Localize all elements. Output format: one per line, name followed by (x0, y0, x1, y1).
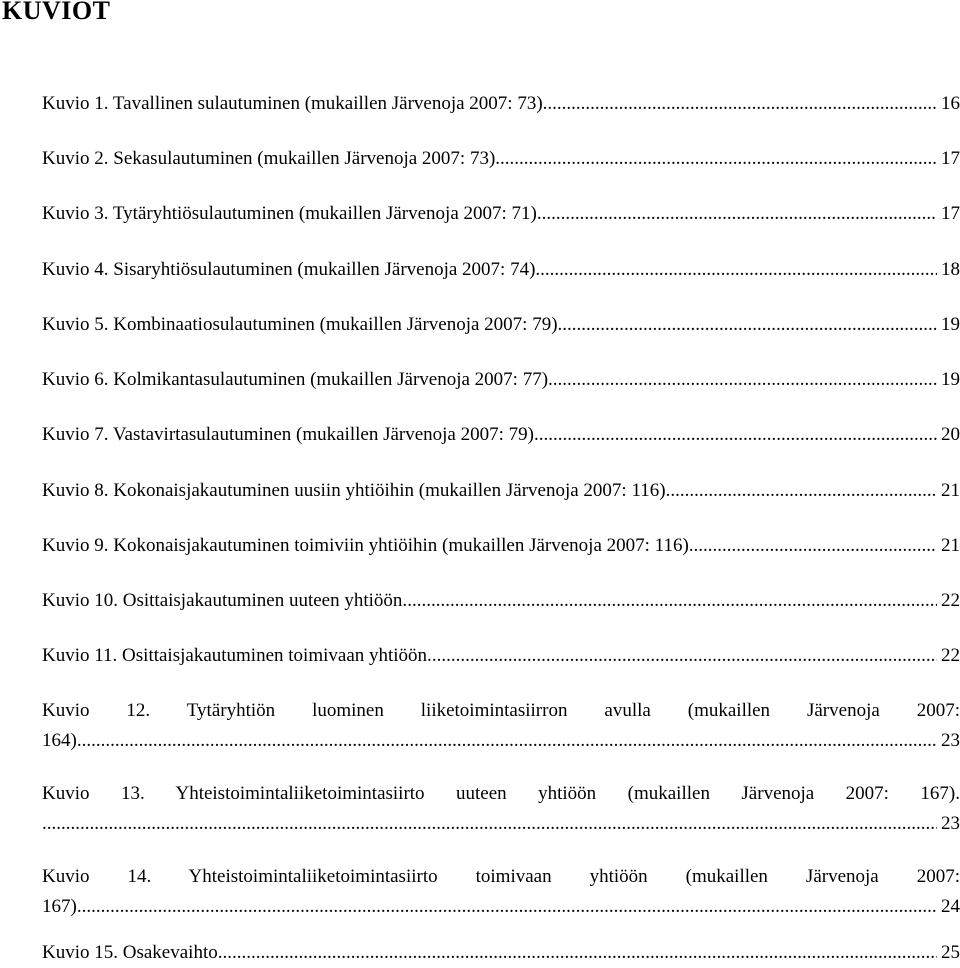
entry-page-number: 23 (941, 730, 960, 751)
figure-list-entry[interactable] (42, 696, 960, 756)
dot-leader (670, 476, 937, 506)
entry-row (42, 420, 960, 450)
entry-title: 164). (42, 730, 82, 751)
dot-leader (542, 199, 937, 229)
figure-list-entry[interactable] (42, 862, 960, 922)
dot-leader (432, 641, 937, 671)
figure-list-entry[interactable] (42, 476, 960, 506)
figure-list-entry[interactable] (42, 310, 960, 340)
entry-page-number: 22 (941, 590, 960, 611)
entry-row (42, 310, 960, 340)
entry-page-number: 17 (941, 203, 960, 224)
entry-title-line: Kuvio 12. Tytäryhtiön luominen liiketoimintasiirron avulla (mukaillen Järvenoja 2007: (42, 700, 960, 721)
entry-page-number: 23 (941, 813, 960, 834)
dot-leader (553, 365, 937, 395)
entry-title: Kuvio 9. Kokonaisjakautuminen toimiviin yhtiöihin (mukaillen Järvenoja 2007: 116). (42, 535, 694, 556)
dot-leader (82, 892, 937, 922)
entry-page-number: 22 (941, 645, 960, 666)
entry-title: Kuvio 2. Sekasulautuminen (mukaillen Järvenoja 2007: 73). (42, 148, 501, 169)
dot-leader (407, 586, 937, 616)
dot-leader (42, 809, 937, 839)
entry-title: Kuvio 4. Sisaryhtiösulautuminen (mukaillen Järvenoja 2007: 74). (42, 259, 541, 280)
figure-list-entry[interactable] (42, 255, 960, 285)
figure-list-entry[interactable] (42, 365, 960, 395)
entry-page-number: 16 (941, 93, 960, 114)
entry-title: Kuvio 7. Vastavirtasulautuminen (mukaillen Järvenoja 2007: 79). (42, 424, 539, 445)
entry-row (42, 476, 960, 506)
entry-page-number: 21 (941, 480, 960, 501)
entry-page-number: 17 (941, 148, 960, 169)
figure-list-entry[interactable] (42, 199, 960, 229)
entry-page-number: 19 (941, 314, 960, 335)
entry-title: Kuvio 1. Tavallinen sulautuminen (mukaillen Järvenoja 2007: 73). (42, 93, 548, 114)
entry-row (42, 586, 960, 616)
entry-row (42, 531, 960, 561)
entry-row (42, 892, 960, 922)
entry-page-number: 18 (941, 259, 960, 280)
entry-page-number: 20 (941, 424, 960, 445)
entry-title: Kuvio 6. Kolmikantasulautuminen (mukaillen Järvenoja 2007: 77). (42, 369, 553, 390)
entry-title: 167). (42, 896, 82, 917)
entry-row (42, 726, 960, 756)
entry-title: Kuvio 10. Osittaisjakautuminen uuteen yhtiöön. (42, 590, 408, 611)
figure-list-entry[interactable] (42, 144, 960, 174)
entry-row (42, 255, 960, 285)
entry-page-number: 19 (941, 369, 960, 390)
page-title: KUVIOT (2, 0, 111, 25)
figure-list-entry[interactable] (42, 779, 960, 839)
dot-leader (500, 144, 937, 174)
entry-page-number: 21 (941, 535, 960, 556)
entry-title-line: Kuvio 13. Yhteistoimintaliiketoimintasiirto uuteen yhtiöön (mukaillen Järvenoja 2007: 167). (42, 783, 960, 804)
entry-row (42, 89, 960, 119)
figure-list-entry[interactable] (42, 420, 960, 450)
entry-row (42, 809, 960, 839)
figure-list-entry[interactable] (42, 89, 960, 119)
entry-row (42, 199, 960, 229)
dot-leader (82, 726, 937, 756)
dot-leader (562, 310, 937, 340)
dot-leader (540, 255, 937, 285)
dot-leader (547, 89, 937, 119)
figure-list-entry[interactable] (42, 641, 960, 671)
entry-row (42, 641, 960, 671)
entry-title: Kuvio 5. Kombinaatiosulautuminen (mukaillen Järvenoja 2007: 79). (42, 314, 563, 335)
entry-title: Kuvio 15. Osakevaihto. (42, 942, 223, 963)
entry-page-number: 24 (941, 896, 960, 917)
entry-title: Kuvio 8. Kokonaisjakautuminen uusiin yhtiöihin (mukaillen Järvenoja 2007: 116). (42, 480, 671, 501)
entry-title: Kuvio 11. Osittaisjakautuminen toimivaan yhtiöön. (42, 645, 432, 666)
entry-title: Kuvio 3. Tytäryhtiösulautuminen (mukaillen Järvenoja 2007: 71). (42, 203, 542, 224)
dot-leader (694, 531, 937, 561)
entry-row (42, 365, 960, 395)
entry-page-number: 25 (941, 942, 960, 963)
entry-title-line: Kuvio 14. Yhteistoimintaliiketoimintasiirto toimivaan yhtiöön (mukaillen Järvenoja 2007: (42, 866, 960, 887)
entry-row (42, 144, 960, 174)
figure-list-entry[interactable] (42, 531, 960, 561)
figure-list-entry[interactable] (42, 586, 960, 616)
dot-leader (539, 420, 937, 450)
